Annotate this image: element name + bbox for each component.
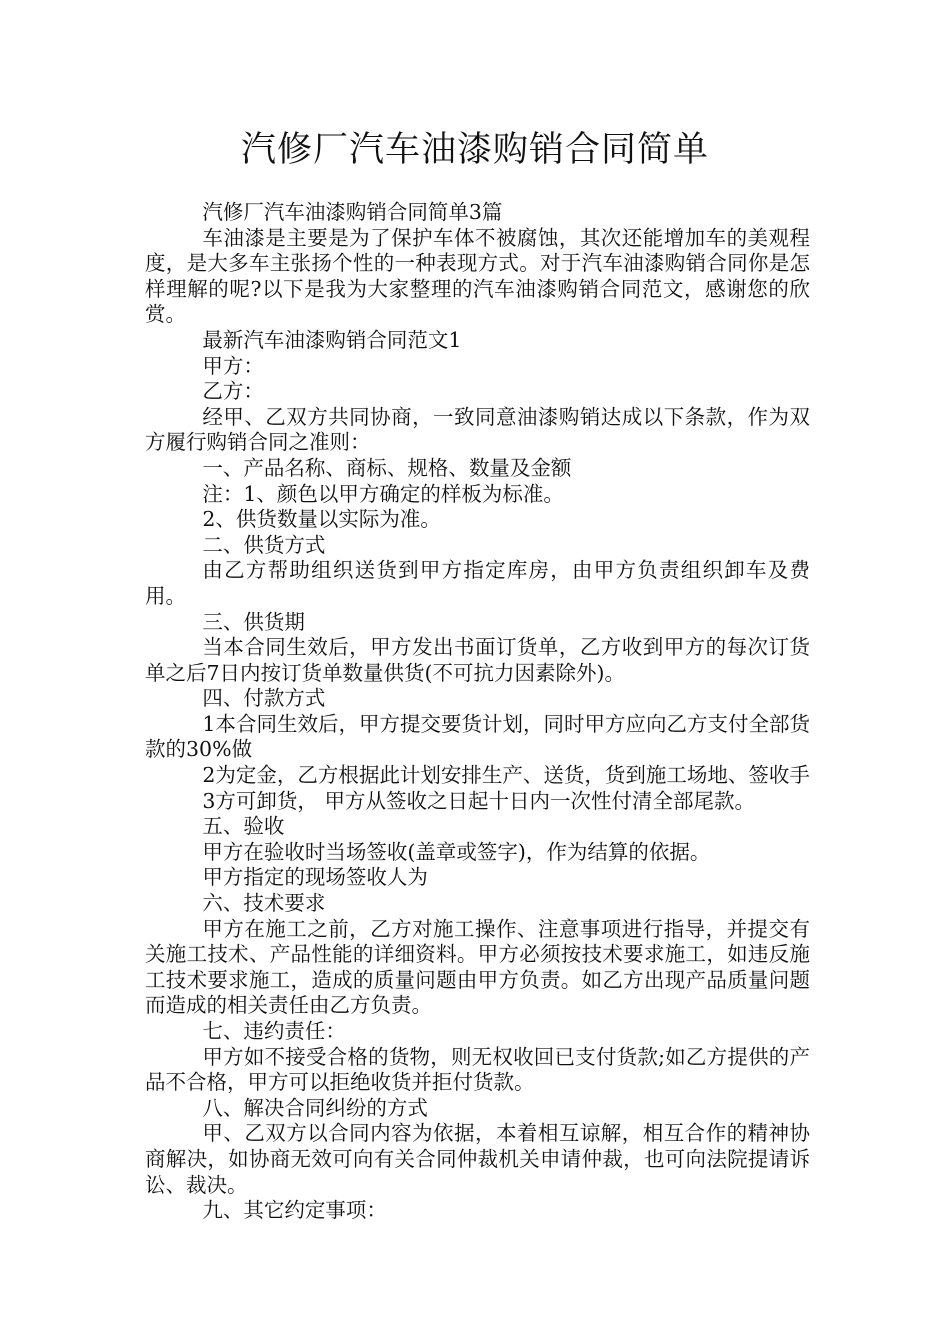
document-body <box>145 200 810 1224</box>
paragraph: 二、供货方式 <box>202 532 326 557</box>
paragraph: 三、供货期 <box>202 609 305 634</box>
paragraph: 注：1、颜色以甲方确定的样板为标准。 <box>202 481 564 506</box>
paragraph: 八、解决合同纠纷的方式 <box>202 1095 428 1120</box>
paragraph: 甲方： <box>202 353 264 378</box>
paragraph: 车油漆是主要是为了保护车体不被腐蚀，其次还能增加车的美观程度，是大多车主张扬个性的一种表现方式。对于汽车油漆购销合同你是怎样理解的呢?以下是我为大家整理的汽车油漆购销合同范文，感谢您的欣赏。 <box>145 225 810 327</box>
paragraph: 乙方： <box>202 379 264 404</box>
paragraph: 甲方在验收时当场签收(盖章或签字)，作为结算的依据。 <box>202 839 711 864</box>
paragraph: 甲、乙双方以合同内容为依据，本着相互谅解，相互合作的精神协商解决，如协商无效可向有关合同仲裁机关申请仲裁，也可向法院提请诉讼、裁决。 <box>145 1121 810 1197</box>
paragraph: 甲方在施工之前，乙方对施工操作、注意事项进行指导，并提交有关施工技术、产品性能的详细资料。甲方必须按技术要求施工，如违反施工技术要求施工，造成的质量问题由甲方负责。如乙方出现产品质量问题而造成的相关责任由乙方负责。 <box>145 916 810 1018</box>
paragraph: 九、其它约定事项： <box>202 1198 387 1223</box>
paragraph: 一、产品名称、商标、规格、数量及金额 <box>202 455 572 480</box>
paragraph: 甲方如不接受合格的货物，则无权收回已支付货款;如乙方提供的产品不合格，甲方可以拒绝收货并拒付货款。 <box>145 1044 810 1095</box>
paragraph: 当本合同生效后，甲方发出书面订货单，乙方收到甲方的每次订货单之后7日内按订货单数量供货(不可抗力因素除外)。 <box>145 635 810 685</box>
paragraph: 四、付款方式 <box>202 686 326 711</box>
paragraph: 甲方指定的现场签收人为 <box>202 865 428 890</box>
paragraph: 汽修厂汽车油漆购销合同简单3篇 <box>202 200 503 224</box>
paragraph: 七、违约责任： <box>202 1019 346 1043</box>
paragraph: 1本合同生效后，甲方提交要货计划，同时甲方应向乙方支付全部货款的30%做 <box>145 711 810 762</box>
paragraph: 2、供货数量以实际为准。 <box>202 507 441 532</box>
paragraph: 由乙方帮助组织送货到甲方指定库房，由甲方负责组织卸车及费用。 <box>145 558 810 608</box>
paragraph: 经甲、乙双方共同协商，一致同意油漆购销达成以下条款，作为双方履行购销合同之准则： <box>145 404 810 455</box>
paragraph: 3方可卸货， 甲方从签收之日起十日内一次性付清全部尾款。 <box>202 788 755 813</box>
paragraph: 五、验收 <box>202 814 285 839</box>
paragraph: 2为定金，乙方根据此计划安排生产、送货，货到施工场地、签收手 <box>202 763 810 788</box>
document-title: 汽修厂汽车油漆购销合同简单 <box>240 130 709 170</box>
paragraph: 六、技术要求 <box>202 891 326 916</box>
paragraph: 最新汽车油漆购销合同范文1 <box>202 327 462 352</box>
